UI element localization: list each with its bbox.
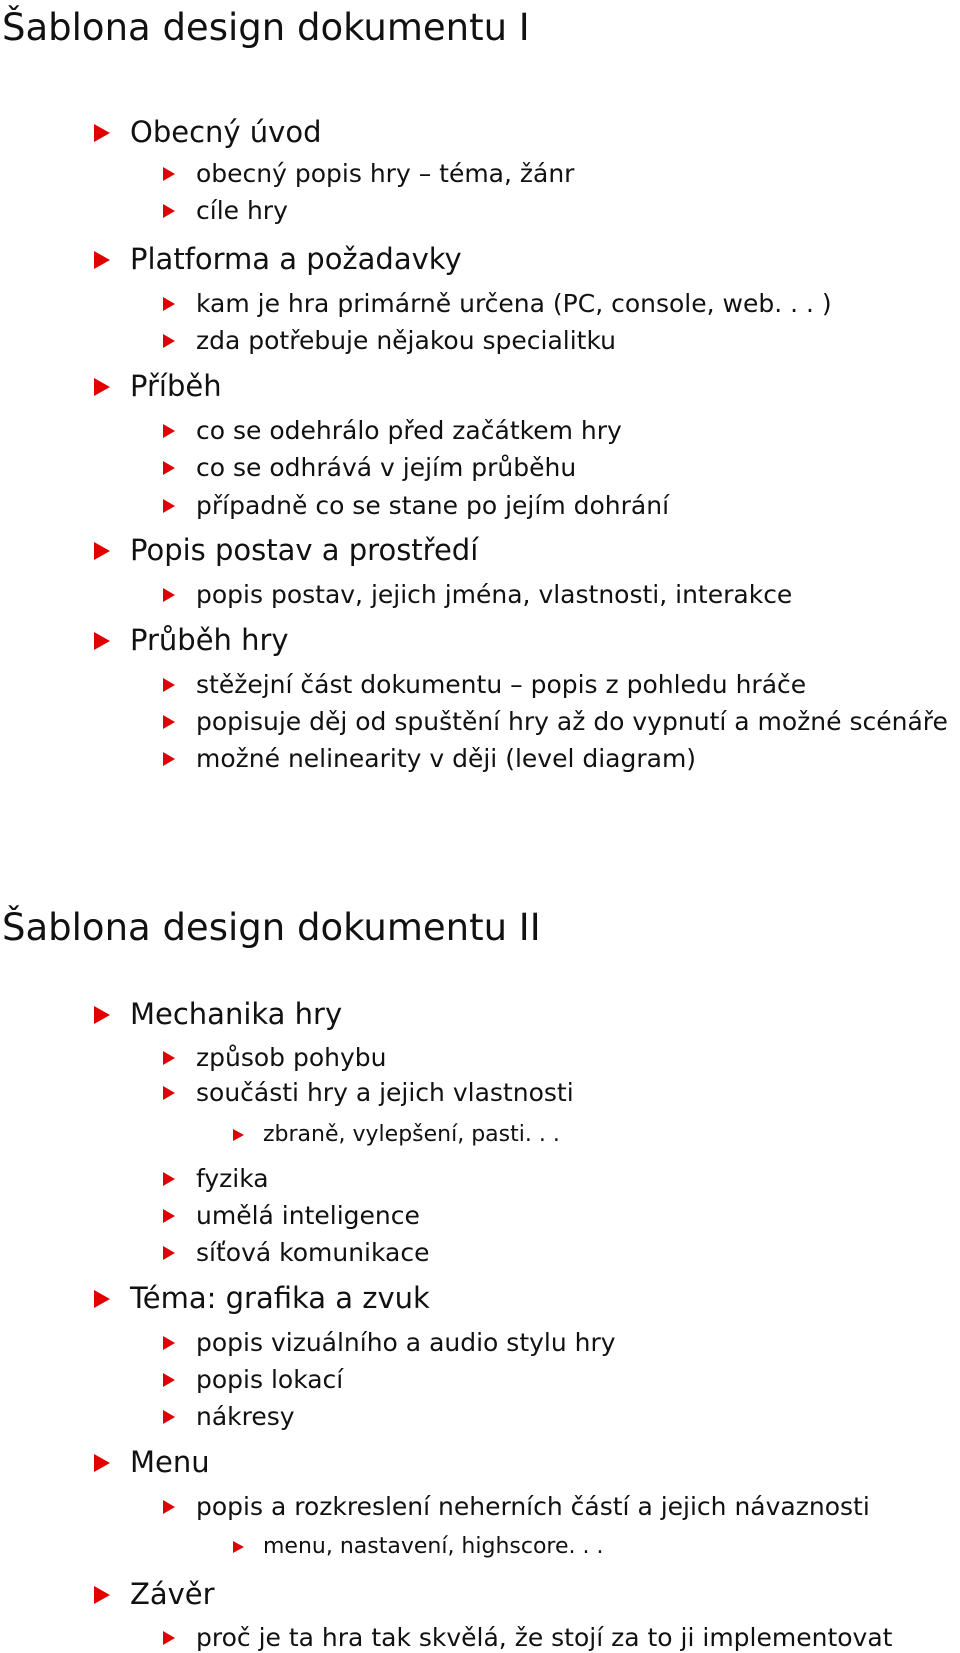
bullet-text: obecný popis hry – téma, žánr: [196, 159, 575, 188]
bullet-item-level-3: [263, 1536, 603, 1558]
bullet-item-level-2: [196, 1080, 574, 1105]
bullet-text: co se odhrává v jejím průběhu: [196, 453, 577, 482]
triangle-bullet-icon: [233, 1541, 244, 1553]
triangle-bullet-icon: [163, 1373, 175, 1387]
bullet-item-level-1: [130, 1445, 210, 1479]
triangle-bullet-icon: [94, 1586, 110, 1604]
bullet-text: možné nelinearity v ději (level diagram): [196, 744, 697, 773]
bullet-text: popis postav, jejich jména, vlastnosti, interakce: [196, 580, 793, 609]
bullet-text: proč je ta hra tak skvělá, že stojí za to ji implementovat: [196, 1623, 893, 1652]
bullet-item-level-2: [196, 1240, 429, 1265]
bullet-text: součásti hry a jejich vlastnosti: [196, 1078, 574, 1107]
bullet-text: kam je hra primárně určena (PC, console, web. . . ): [196, 289, 832, 318]
bullet-text: zbraně, vylepšení, pasti. . .: [263, 1122, 560, 1147]
bullet-text: popis a rozkreslení neherních částí a jejich návaznosti: [196, 1492, 870, 1521]
triangle-bullet-icon: [163, 1209, 175, 1223]
slide-title: Šablona design dokumentu I: [2, 6, 530, 49]
bullet-text: cíle hry: [196, 196, 288, 225]
triangle-bullet-icon: [163, 1500, 175, 1514]
bullet-text: Popis postav a prostředí: [130, 533, 479, 567]
triangle-bullet-icon: [94, 1006, 110, 1024]
triangle-bullet-icon: [163, 1410, 175, 1424]
bullet-text: popis vizuálního a audio stylu hry: [196, 1328, 616, 1357]
triangle-bullet-icon: [163, 1086, 175, 1100]
bullet-text: popisuje děj od spuštění hry až do vypnutí a možné scénáře: [196, 707, 948, 736]
bullet-text: co se odehrálo před začátkem hry: [196, 416, 622, 445]
bullet-text: Menu: [130, 1445, 210, 1479]
bullet-item-level-1: [130, 997, 343, 1031]
bullet-text: případně co se stane po jejím dohrání: [196, 491, 670, 520]
bullet-item-level-2: [196, 1330, 616, 1355]
bullet-item-level-1: [130, 1577, 215, 1611]
bullet-item-level-2: [196, 1367, 343, 1392]
bullet-item-level-2: [196, 1166, 269, 1191]
bullet-text: síťová komunikace: [196, 1238, 430, 1267]
triangle-bullet-icon: [163, 1172, 175, 1186]
triangle-bullet-icon: [163, 1051, 175, 1065]
triangle-bullet-icon: [163, 1336, 175, 1350]
bullet-item-level-2: [196, 1203, 420, 1228]
bullet-text: Závěr: [130, 1577, 215, 1611]
bullet-text: Průběh hry: [130, 623, 289, 657]
triangle-bullet-icon: [94, 1454, 110, 1472]
bullet-text: nákresy: [196, 1402, 295, 1431]
slide-title: Šablona design dokumentu II: [2, 906, 541, 949]
bullet-item-level-2: [196, 1625, 892, 1650]
bullet-item-level-3: [263, 1124, 560, 1146]
triangle-bullet-icon: [163, 1246, 175, 1260]
bullet-text: fyzika: [196, 1164, 269, 1193]
bullet-text: Obecný úvod: [130, 115, 322, 149]
bullet-text: Téma: grafika a zvuk: [130, 1281, 430, 1315]
triangle-bullet-icon: [163, 1631, 175, 1645]
bullet-text: menu, nastavení, highscore. . .: [263, 1534, 604, 1559]
bullet-text: stěžejní část dokumentu – popis z pohledu hráče: [196, 670, 807, 699]
bullet-item-level-2: [196, 1045, 387, 1070]
bullet-text: Platforma a požadavky: [130, 242, 462, 276]
bullet-text: Mechanika hry: [130, 997, 343, 1031]
triangle-bullet-icon: [94, 1290, 110, 1308]
bullet-text: popis lokací: [196, 1365, 344, 1394]
bullet-text: Příběh: [130, 369, 222, 403]
triangle-bullet-icon: [233, 1129, 244, 1141]
bullet-item-level-2: [196, 1494, 870, 1519]
bullet-text: zda potřebuje nějakou specialitku: [196, 326, 617, 355]
bullet-text: způsob pohybu: [196, 1043, 387, 1072]
bullet-text: umělá inteligence: [196, 1201, 420, 1230]
bullet-item-level-2: [196, 1404, 295, 1429]
bullet-item-level-1: [130, 1281, 430, 1315]
